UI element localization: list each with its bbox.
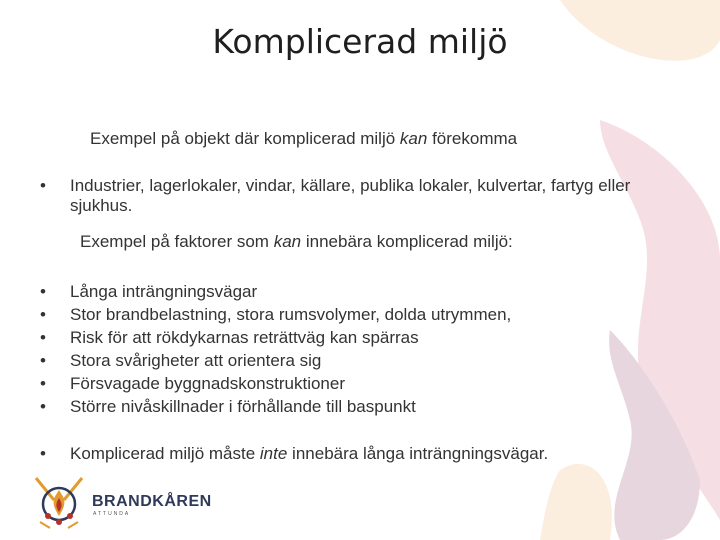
list-item-text: Större nivåskillnader i förhållande till baspunkt (70, 397, 416, 416)
bullet-dot: • (40, 328, 46, 347)
final-bullet (40, 444, 548, 464)
bullet-dot: • (40, 305, 46, 324)
final-post: innebära långa inträngningsvägar. (287, 444, 549, 463)
final-bullet-text (70, 444, 548, 464)
list-item (40, 351, 321, 371)
list-item-text: Försvagade byggnadskonstruktioner (70, 374, 345, 393)
list-item-text: Stor brandbelastning, stora rumsvolymer, dolda utrymmen, (70, 305, 512, 324)
logo-tagline: ATTUNDA (93, 511, 131, 517)
list-item-text: Långa inträngningsvägar (70, 282, 258, 301)
list-item (40, 374, 345, 394)
section2-heading-post: innebära komplicerad miljö: (301, 232, 513, 251)
section1-heading-pre: Exempel på objekt där komplicerad miljö (90, 129, 400, 148)
bullet-dot: • (40, 374, 46, 393)
bullet-dot: • (40, 351, 46, 370)
list-item (40, 397, 416, 417)
section2-heading-em: kan (273, 232, 302, 251)
bg-shape-cream-2 (540, 464, 612, 540)
list-item (40, 305, 511, 325)
bullet-dot: • (40, 397, 46, 416)
section2-heading-pre: Exempel på faktorer som (80, 232, 274, 251)
logo-name: BRANDKÅREN (92, 493, 212, 510)
final-em: inte (259, 444, 288, 463)
list-item (40, 282, 257, 302)
section1-bullet-text: Industrier, lagerlokaler, vindar, källare, publika lokaler, kulvertar, fartyg eller sjukhus. (70, 176, 631, 215)
section1-heading-em: kan (399, 129, 428, 148)
final-pre: Komplicerad miljö måste (70, 444, 260, 463)
brandkaren-emblem-icon (30, 472, 88, 532)
section1-heading-post: förekomma (427, 129, 518, 148)
list-item-text: Stora svårigheter att orientera sig (70, 351, 322, 370)
list-item-text: Risk för att rökdykarnas reträttväg kan spärras (70, 328, 419, 347)
slide-title: Komplicerad miljö (212, 22, 508, 61)
bullet-dot: • (40, 444, 46, 463)
section1-bullet (40, 176, 660, 216)
list-item (40, 328, 419, 348)
bullet-dot: • (40, 282, 46, 301)
section1-heading (90, 129, 517, 149)
brandkaren-logo (30, 472, 212, 532)
bullet-dot: • (40, 176, 46, 195)
section2-heading (80, 232, 513, 252)
